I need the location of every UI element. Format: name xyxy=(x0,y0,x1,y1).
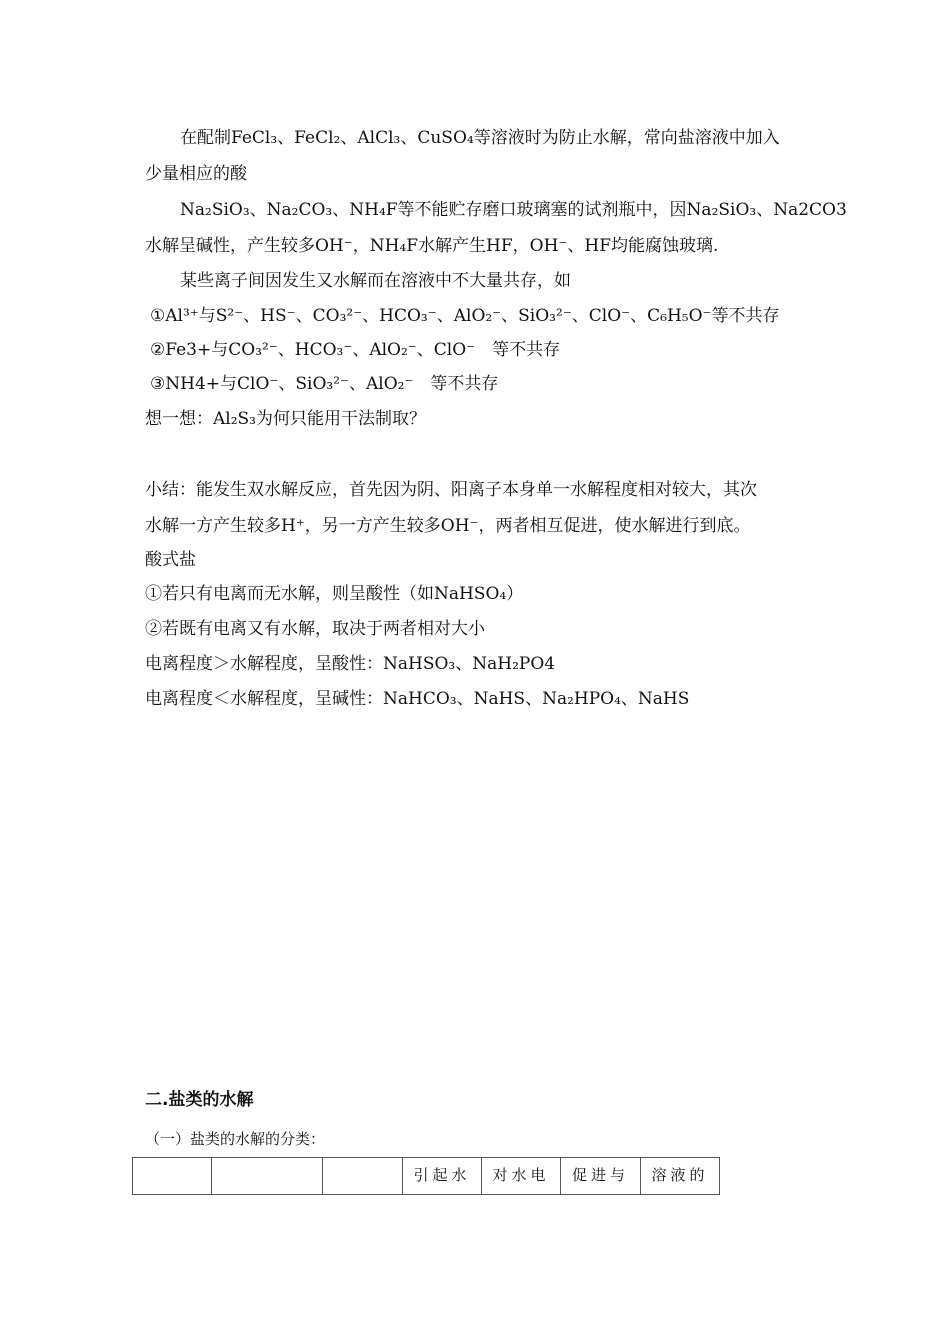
summary-line-2: 水解一方产生较多H⁺，另一方产生较多OH⁻，两者相互促进，使水解进行到底。 xyxy=(145,516,751,536)
acid-salt-item-4: 电离程度＜水解程度，呈碱性：NaHCO₃、NaHS、Na₂HPO₄、NaHS xyxy=(145,689,690,709)
acid-salt-heading: 酸式盐 xyxy=(145,550,196,570)
table-cell: 溶液的 xyxy=(641,1158,720,1195)
table-cell xyxy=(323,1158,403,1195)
paragraph-prevent-hydrolysis: 在配制FeCl₃、FeCl₂、AlCl₃、CuSO₄等溶液时为防止水解，常向盐溶液中加入 xyxy=(180,128,780,148)
paragraph-ion-coexistence: 某些离子间因发生又水解而在溶液中不大量共存，如 xyxy=(180,271,571,291)
paragraph-prevent-hydrolysis-cont: 少量相应的酸 xyxy=(145,164,247,184)
acid-salt-item-1: ①若只有电离而无水解，则呈酸性（如NaHSO₄） xyxy=(145,584,524,604)
paragraph-glass-storage: Na₂SiO₃、Na₂CO₃、NH₄F等不能贮存磨口玻璃塞的试剂瓶中，因Na₂SiO₃、Na2CO3 xyxy=(180,200,847,220)
list-item-al3: ①Al³⁺与S²⁻、HS⁻、CO₃²⁻、HCO₃⁻、AlO₂⁻、SiO₃²⁻、ClO⁻、C₆H₅O⁻等不共存 xyxy=(150,306,780,326)
table-cell: 引起水 xyxy=(403,1158,482,1195)
section-title: 二.盐类的水解 xyxy=(145,1090,254,1110)
acid-salt-item-2: ②若既有电离又有水解，取决于两者相对大小 xyxy=(145,619,485,639)
list-item-fe3: ②Fe3+与CO₃²⁻、HCO₃⁻、AlO₂⁻、ClO⁻ 等不共存 xyxy=(150,340,561,360)
think-question: 想一想：Al₂S₃为何只能用干法制取？ xyxy=(145,409,426,429)
list-item-nh4: ③NH4+与ClO⁻、SiO₃²⁻、AlO₂⁻ 等不共存 xyxy=(150,374,499,394)
table-row xyxy=(133,1158,720,1195)
table-cell: 促进与 xyxy=(561,1158,641,1195)
table-cell xyxy=(133,1158,212,1195)
table-cell xyxy=(212,1158,323,1195)
table-cell: 对水电 xyxy=(482,1158,561,1195)
paragraph-glass-storage-cont: 水解呈碱性，产生较多OH⁻，NH₄F水解产生HF，OH⁻、HF均能腐蚀玻璃. xyxy=(145,236,719,256)
section-subtitle: （一）盐类的水解的分类： xyxy=(145,1130,326,1148)
summary-line-1: 小结：能发生双水解反应，首先因为阴、阳离子本身单一水解程度相对较大，其次 xyxy=(145,480,757,500)
classification-table xyxy=(132,1157,720,1195)
acid-salt-item-3: 电离程度＞水解程度，呈酸性：NaHSO₃、NaH₂PO4 xyxy=(145,654,556,674)
